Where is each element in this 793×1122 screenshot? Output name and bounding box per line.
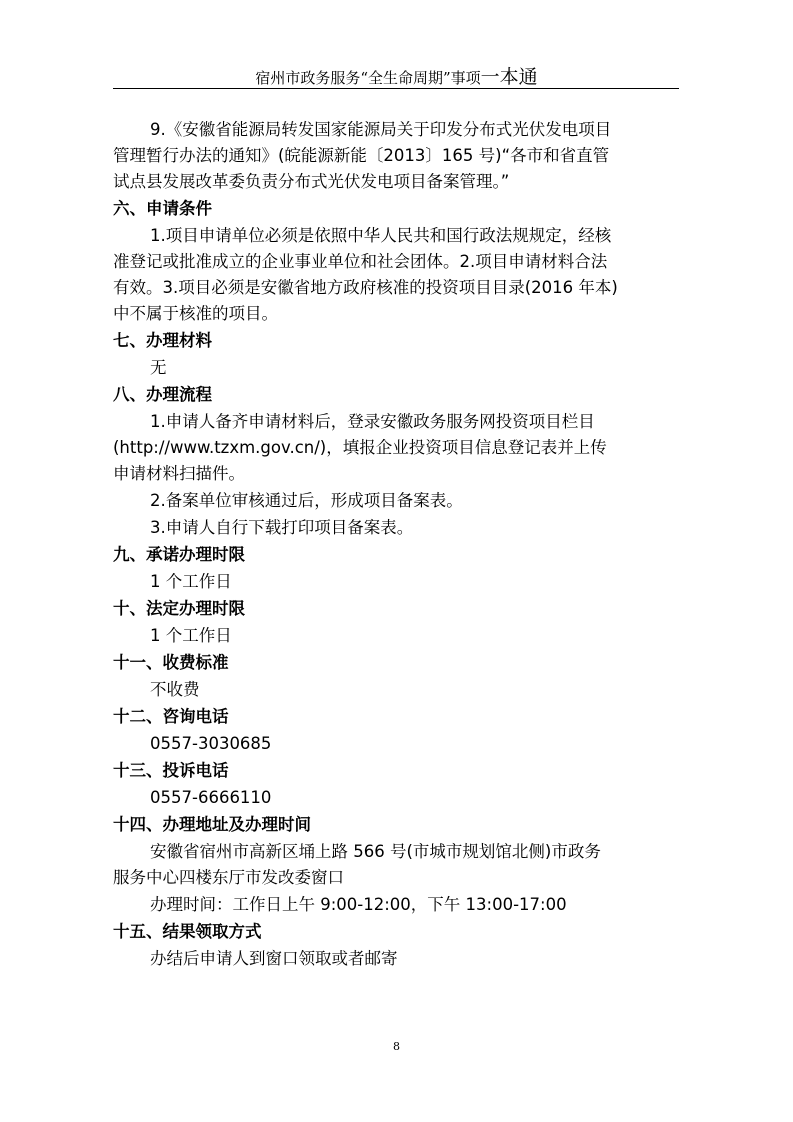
- section-heading: 十二、咨询电话: [113, 707, 229, 726]
- section-heading: 十一、收费标准: [113, 653, 229, 672]
- page-header: [0, 62, 793, 89]
- section-heading: 七、办理材料: [113, 331, 212, 350]
- paragraph-line: 9.《安徽省能源局转发国家能源局关于印发分布式光伏发电项目: [150, 120, 612, 139]
- paragraph-line: 管理暂行办法的通知》(皖能源新能〔2013〕165 号)“各市和省直管: [113, 146, 610, 165]
- paragraph-line: 办结后申请人到窗口领取或者邮寄: [150, 949, 398, 968]
- paragraph-line: 2.备案单位审核通过后，形成项目备案表。: [150, 491, 463, 510]
- paragraph-line: 准登记或批准成立的企业事业单位和社会团体。2.项目申请材料合法: [113, 252, 608, 271]
- section-heading: 八、办理流程: [113, 385, 212, 404]
- paragraph-line: 1 个工作日: [150, 626, 232, 645]
- header-title-tail: 一本通: [480, 66, 538, 88]
- paragraph-line: 0557-3030685: [150, 734, 272, 753]
- page-number: 8: [393, 1040, 400, 1053]
- paragraph-line: 3.申请人自行下载打印项目备案表。: [150, 518, 414, 537]
- paragraph-line: 无: [150, 358, 167, 377]
- section-heading: 十、法定办理时限: [113, 599, 245, 618]
- paragraph-line: 不收费: [150, 680, 200, 699]
- paragraph-line: 服务中心四楼东厅市发改委窗口: [113, 868, 344, 887]
- header-rule: [113, 88, 679, 89]
- paragraph-line: 办理时间：工作日上午 9:00-12:00，下午 13:00-17:00: [150, 895, 567, 914]
- paragraph-line: 1.项目申请单位必须是依照中华人民共和国行政法规规定，经核: [150, 226, 612, 245]
- paragraph-line: 试点县发展改革委负责分布式光伏发电项目备案管理。”: [113, 172, 510, 191]
- paragraph-line: 中不属于核准的项目。: [113, 304, 278, 323]
- paragraph-line: (http://www.tzxm.gov.cn/)，填报企业投资项目信息登记表并上传: [113, 438, 607, 457]
- header-title-main: 宿州市政务服务“全生命周期”事项: [255, 69, 481, 87]
- paragraph-line: 1.申请人备齐申请材料后，登录安徽政务服务网投资项目栏目: [150, 412, 595, 431]
- paragraph-line: 有效。3.项目必须是安徽省地方政府核准的投资项目目录(2016 年本): [113, 278, 618, 297]
- section-heading: 十五、结果领取方式: [113, 922, 262, 941]
- section-heading: 六、申请条件: [113, 199, 212, 218]
- paragraph-line: 安徽省宿州市高新区埇上路 566 号(市城市规划馆北侧)市政务: [150, 842, 601, 861]
- section-heading: 十四、办理地址及办理时间: [113, 815, 311, 834]
- section-heading: 九、承诺办理时限: [113, 545, 245, 564]
- paragraph-line: 0557-6666110: [150, 788, 272, 807]
- paragraph-line: 申请材料扫描件。: [113, 464, 245, 483]
- section-heading: 十三、投诉电话: [113, 761, 229, 780]
- paragraph-line: 1 个工作日: [150, 572, 232, 591]
